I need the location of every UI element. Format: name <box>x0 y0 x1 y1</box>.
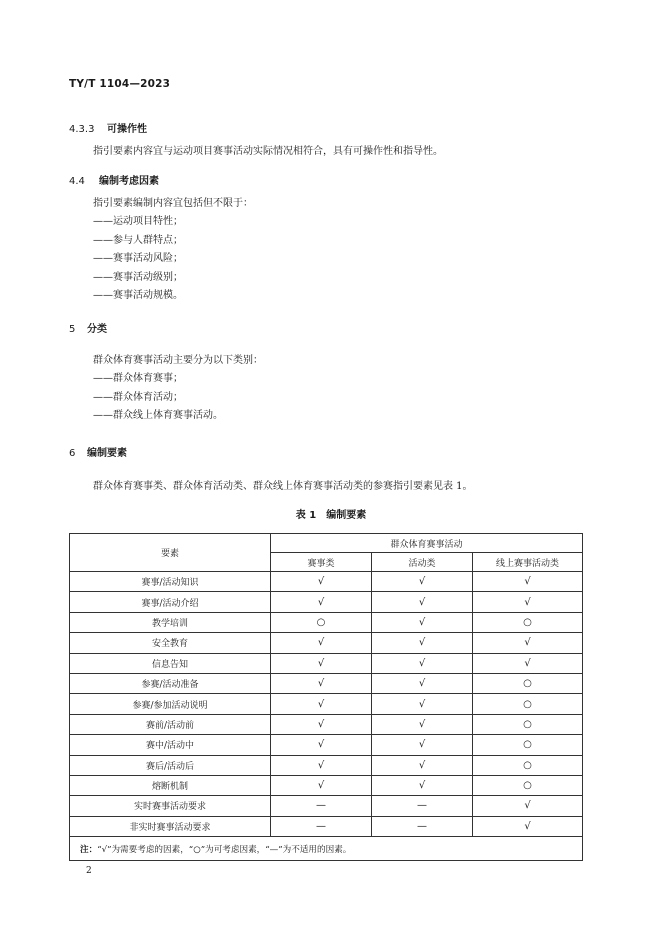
section-title: 分类 <box>87 324 107 335</box>
row-mark-cell: √ <box>372 612 473 632</box>
row-mark-cell: √ <box>271 714 372 734</box>
table-row <box>70 633 583 653</box>
section-title: 可操作性 <box>107 124 147 135</box>
row-element-name: 安全教育 <box>70 633 271 653</box>
table-row <box>70 612 583 632</box>
list-item: ——群众线上体育赛事活动。 <box>93 410 223 422</box>
elements-table <box>69 533 583 861</box>
row-mark-cell: √ <box>372 755 473 775</box>
row-element-name: 赛事/活动知识 <box>70 572 271 592</box>
table-row <box>70 653 583 673</box>
row-element-name: 赛事/活动介绍 <box>70 592 271 612</box>
row-mark-cell: √ <box>271 775 372 795</box>
row-mark-cell: √ <box>372 572 473 592</box>
list-item: ——群众体育赛事； <box>93 373 183 384</box>
row-mark-cell: √ <box>473 653 583 673</box>
section-number: 4.4 <box>69 176 85 187</box>
list-item: ——运动项目特性； <box>93 216 183 227</box>
row-mark-cell: — <box>271 796 372 816</box>
note-text: “√”为需要考虑的因素，“○”为可考虑因素，“—”为不适用的因素。 <box>97 844 352 855</box>
row-mark-cell: ○ <box>473 673 583 693</box>
header-element: 要素 <box>70 534 271 572</box>
row-element-name: 参赛/活动准备 <box>70 673 271 693</box>
table-row <box>70 735 583 755</box>
section-number: 6 <box>69 448 76 459</box>
section-5-list <box>93 370 223 426</box>
header-sub-activity: 活动类 <box>372 553 473 572</box>
table-caption: 表 1 编制要素 <box>295 510 367 521</box>
table-row <box>70 714 583 734</box>
section-4-4-list <box>93 213 183 306</box>
row-mark-cell: ○ <box>473 775 583 795</box>
row-element-name: 教学培训 <box>70 612 271 632</box>
row-element-name: 赛中/活动中 <box>70 735 271 755</box>
row-mark-cell: √ <box>271 572 372 592</box>
section-4-3-3-heading <box>69 120 147 135</box>
row-element-name: 熔断机制 <box>70 775 271 795</box>
list-item: ——赛事活动级别； <box>93 271 183 283</box>
row-mark-cell: √ <box>271 592 372 612</box>
header-group: 群众体育赛事活动 <box>271 534 583 553</box>
row-mark-cell: — <box>372 796 473 816</box>
row-mark-cell: √ <box>271 653 372 673</box>
section-title: 编制要素 <box>87 448 127 459</box>
list-item: ——群众体育活动； <box>93 391 183 403</box>
row-mark-cell: √ <box>473 592 583 612</box>
table-row <box>70 673 583 693</box>
list-item: ——赛事活动风险； <box>93 253 183 265</box>
row-mark-cell: √ <box>271 735 372 755</box>
row-element-name: 赛后/活动后 <box>70 755 271 775</box>
section-4-4-heading <box>69 172 159 187</box>
row-mark-cell: √ <box>271 694 372 714</box>
row-mark-cell: — <box>372 816 473 836</box>
row-mark-cell: √ <box>372 673 473 693</box>
row-mark-cell: √ <box>372 633 473 653</box>
section-6-heading <box>69 444 127 459</box>
row-mark-cell: √ <box>372 592 473 612</box>
row-mark-cell: ○ <box>473 714 583 734</box>
section-5-heading <box>69 320 107 335</box>
table-row <box>70 694 583 714</box>
section-number: 5 <box>69 324 76 335</box>
table-row <box>70 816 583 836</box>
header-sub-competition: 赛事类 <box>271 553 372 572</box>
row-mark-cell: √ <box>271 633 372 653</box>
row-element-name: 实时赛事活动要求 <box>70 796 271 816</box>
table-note <box>70 837 583 861</box>
row-mark-cell: √ <box>271 673 372 693</box>
list-item: ——赛事活动规模。 <box>93 290 183 302</box>
note-label: 注： <box>80 844 98 855</box>
row-mark-cell: ○ <box>473 735 583 755</box>
section-number: 4.3.3 <box>69 124 95 135</box>
row-mark-cell: √ <box>473 796 583 816</box>
row-mark-cell: √ <box>372 735 473 755</box>
table-row <box>70 775 583 795</box>
row-mark-cell: √ <box>372 653 473 673</box>
section-title: 编制考虑因素 <box>99 176 159 187</box>
row-mark-cell: ○ <box>271 612 372 632</box>
standard-code: TY/T 1104—2023 <box>69 78 171 90</box>
row-mark-cell: √ <box>473 572 583 592</box>
row-mark-cell: ○ <box>473 755 583 775</box>
row-element-name: 信息告知 <box>70 653 271 673</box>
row-mark-cell: ○ <box>473 694 583 714</box>
row-element-name: 参赛/参加活动说明 <box>70 694 271 714</box>
row-mark-cell: ○ <box>473 612 583 632</box>
row-mark-cell: √ <box>473 633 583 653</box>
section-4-4-intro: 指引要素编制内容宜包括但不限于： <box>93 198 253 209</box>
row-mark-cell: √ <box>473 816 583 836</box>
row-mark-cell: √ <box>271 755 372 775</box>
table-row <box>70 755 583 775</box>
header-sub-online: 线上赛事活动类 <box>473 553 583 572</box>
row-mark-cell: — <box>271 816 372 836</box>
page-number: 2 <box>86 866 92 876</box>
row-mark-cell: √ <box>372 775 473 795</box>
row-element-name: 非实时赛事活动要求 <box>70 816 271 836</box>
row-mark-cell: √ <box>372 694 473 714</box>
section-6-paragraph: 群众体育赛事类、群众体育活动类、群众线上体育赛事活动类的参赛指引要素见表 1。 <box>93 481 473 492</box>
row-element-name: 赛前/活动前 <box>70 714 271 734</box>
row-mark-cell: √ <box>372 714 473 734</box>
section-4-3-3-paragraph: 指引要素内容宜与运动项目赛事活动实际情况相符合，具有可操作性和指导性。 <box>93 146 443 157</box>
table-row <box>70 796 583 816</box>
table-row <box>70 592 583 612</box>
table-row <box>70 572 583 592</box>
list-item: ——参与人群特点； <box>93 234 183 246</box>
section-5-intro: 群众体育赛事活动主要分为以下类别： <box>93 355 263 366</box>
